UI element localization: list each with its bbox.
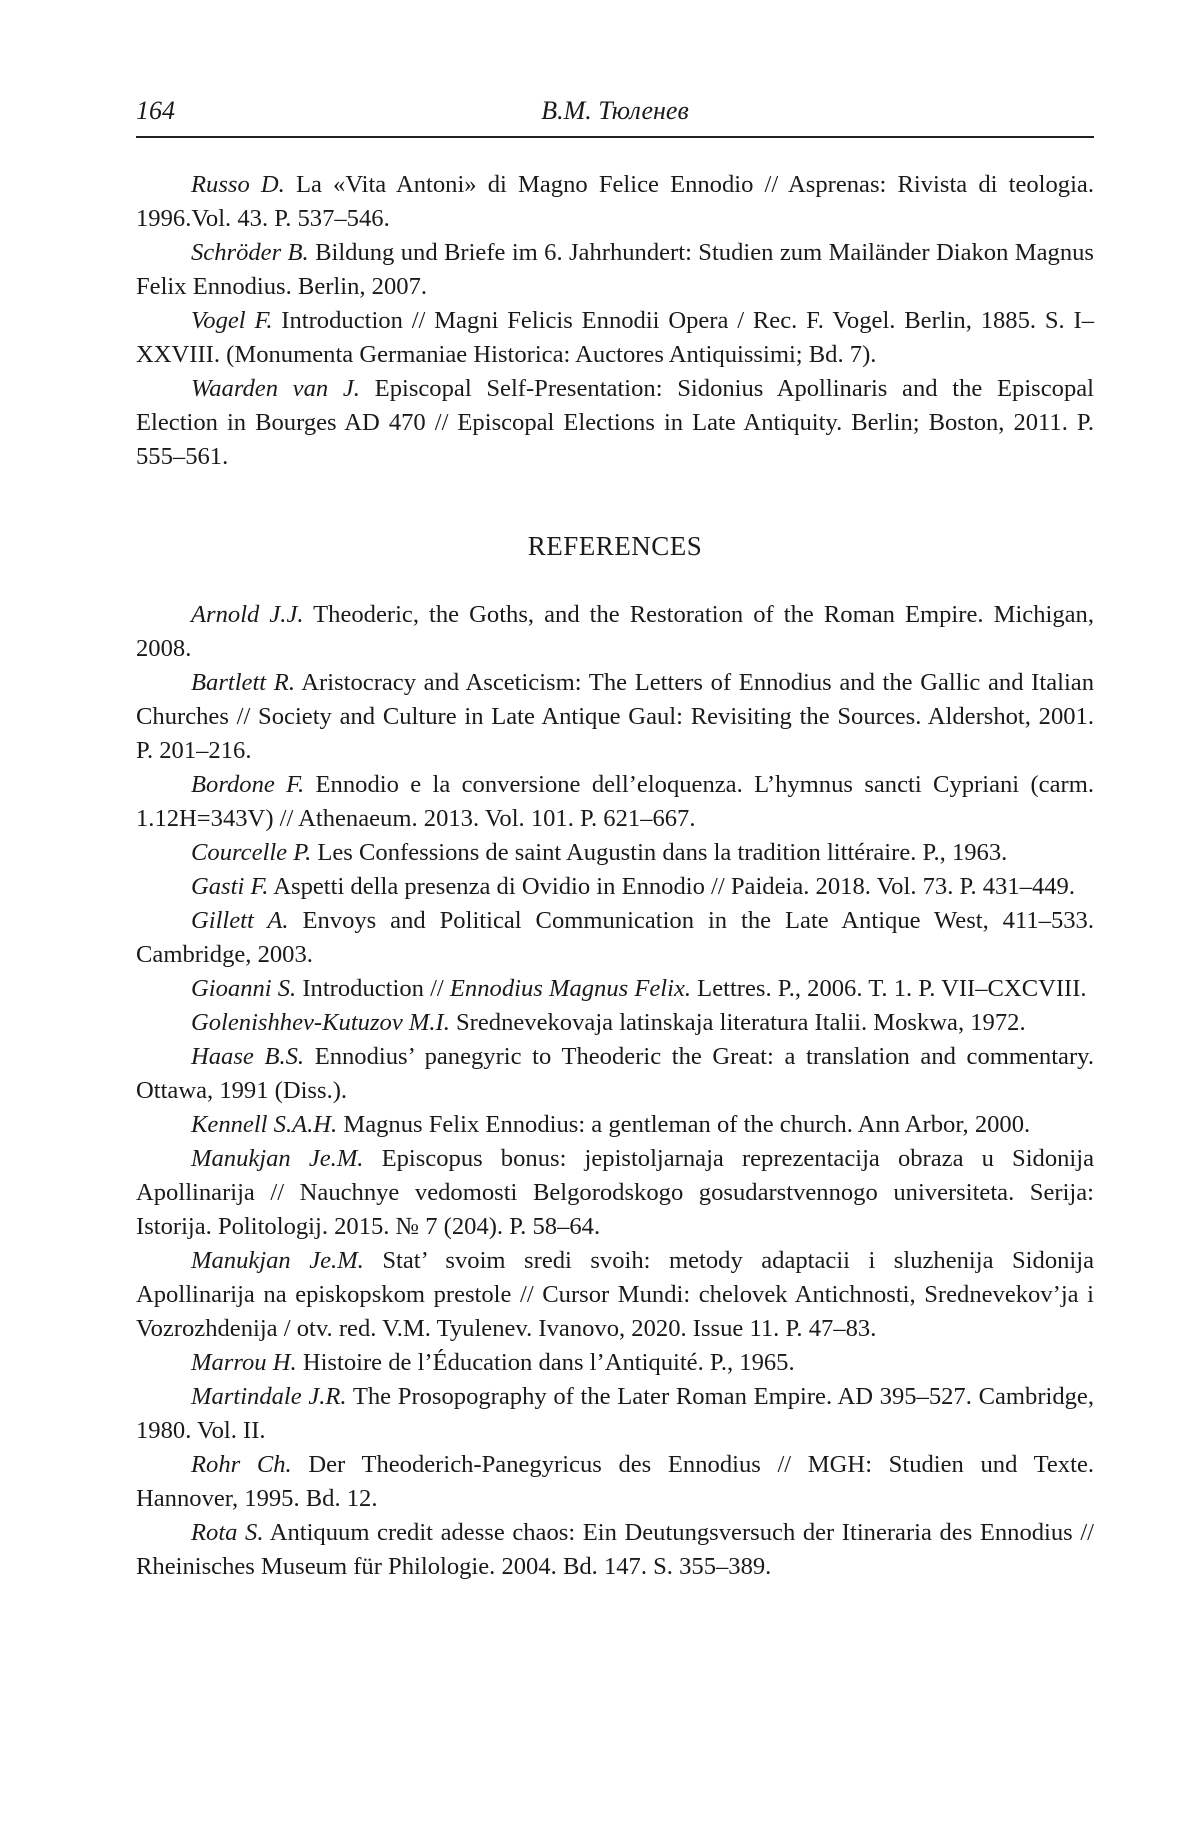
entry-text-after: Lettres. P., 2006. T. 1. P. VII–CXCVIII. (691, 975, 1087, 1002)
reference-entry (136, 1108, 1094, 1142)
entry-text: Bildung und Briefe im 6. Jahrhundert: Studien zum Mailänder Diakon Magnus Felix Ennodius. Berlin, 2007. (136, 239, 1094, 300)
entry-text: Episcopus bonus: jepistoljarnaja reprezentacija obraza u Sidonija Apollinarija // Nauchnye vedomosti Belgorodskogo gosudarstvennogo universiteta. Serija: Istorija. Politologij. 2015. № 7 (204). P. 58–64. (136, 1145, 1094, 1240)
entry-italic-title: Ennodius Magnus Felix. (450, 975, 691, 1002)
reference-entry (136, 598, 1094, 666)
reference-entry (136, 1346, 1094, 1380)
entry-text: Introduction // (296, 975, 450, 1002)
references-heading: REFERENCES (136, 531, 1094, 562)
entry-author: Marrou H. (191, 1349, 297, 1376)
entry-author: Gillett A. (191, 907, 289, 934)
entry-author: Bordone F. (191, 771, 304, 798)
entry-text: Aspetti della presenza di Ovidio in Ennodio // Paideia. 2018. Vol. 73. P. 431–449. (268, 873, 1075, 900)
entry-author: Haase B.S. (191, 1043, 304, 1070)
entry-author: Martindale J.R. (191, 1383, 347, 1410)
entry-author: Arnold J.J. (191, 601, 304, 628)
entry-author: Manukjan Je.M. (191, 1247, 364, 1274)
entry-text: Theoderic, the Goths, and the Restoration of the Roman Empire. Michigan, 2008. (136, 601, 1094, 662)
entry-author: Waarden van J. (191, 375, 360, 402)
entry-author: Gioanni S. (191, 975, 296, 1002)
bibliography-entry (136, 236, 1094, 304)
reference-entry (136, 1006, 1094, 1040)
entry-author: Rota S. (191, 1519, 263, 1546)
entry-text: Introduction // Magni Felicis Ennodii Opera / Rec. F. Vogel. Berlin, 1885. S. I–XXVIII. (Monumenta Germaniae Historica: Auctores Antiquissimi; Bd. 7). (136, 307, 1094, 368)
entry-author: Russo D. (191, 171, 285, 198)
reference-entry (136, 1448, 1094, 1516)
reference-entry (136, 1040, 1094, 1108)
running-title: В.М. Тюленев (136, 96, 1094, 126)
bibliography-entry (136, 304, 1094, 372)
bibliography-list (136, 168, 1094, 474)
entry-author: Manukjan Je.M. (191, 1145, 363, 1172)
entry-author: Schröder B. (191, 239, 309, 266)
entry-text: The Prosopography of the Later Roman Empire. AD 395–527. Cambridge, 1980. Vol. II. (136, 1383, 1094, 1444)
references-list (136, 598, 1094, 1584)
reference-entry (136, 904, 1094, 972)
entry-text: Ennodio e la conversione dell’eloquenza. L’hymnus sancti Cypriani (carm. 1.12H=343V) // Athenaeum. 2013. Vol. 101. P. 621–667. (136, 771, 1094, 832)
entry-text: Aristocracy and Asceticism: The Letters of Ennodius and the Gallic and Italian Churches // Society and Culture in Late Antique Gaul: Revisiting the Sources. Aldershot, 2001. P. 201–216. (136, 669, 1094, 764)
reference-entry (136, 836, 1094, 870)
bibliography-entry (136, 372, 1094, 474)
entry-text: Stat’ svoim sredi svoih: metody adaptacii i sluzhenija Sidonija Apollinarija na episkopskom prestole // Cursor Mundi: chelovek Antichnosti, Srednevekov’ja i Vozrozhdenija / otv. red. V.M. Tyulenev. Ivanovo, 2020. Issue 11. P. 47–83. (136, 1247, 1094, 1342)
entry-text: Episcopal Self-Presentation: Sidonius Apollinaris and the Episcopal Election in Bourges AD 470 // Episcopal Elections in Late Antiquity. Berlin; Boston, 2011. P. 555–561. (136, 375, 1094, 470)
entry-text: Les Confessions de saint Augustin dans la tradition littéraire. P., 1963. (311, 839, 1007, 866)
reference-entry (136, 666, 1094, 768)
reference-entry (136, 768, 1094, 836)
entry-text: Histoire de l’Éducation dans l’Antiquité. P., 1965. (297, 1349, 795, 1376)
page-header (136, 96, 1094, 138)
bibliography-entry (136, 168, 1094, 236)
entry-text: Magnus Felix Ennodius: a gentleman of the church. Ann Arbor, 2000. (337, 1111, 1030, 1138)
page-number: 164 (136, 96, 175, 126)
reference-entry (136, 1142, 1094, 1244)
entry-text: La «Vita Antoni» di Magno Felice Ennodio // Asprenas: Rivista di teologia. 1996.Vol. 43. P. 537–546. (136, 171, 1094, 232)
reference-entry (136, 870, 1094, 904)
entry-author: Vogel F. (191, 307, 272, 334)
entry-author: Golenishhev-Kutuzov M.I. (191, 1009, 450, 1036)
entry-text: Antiquum credit adesse chaos: Ein Deutungsversuch der Itineraria des Ennodius // Rheinisches Museum für Philologie. 2004. Bd. 147. S. 355–389. (136, 1519, 1094, 1580)
entry-author: Courcelle P. (191, 839, 311, 866)
reference-entry (136, 1244, 1094, 1346)
entry-author: Rohr Ch. (191, 1451, 292, 1478)
entry-author: Gasti F. (191, 873, 268, 900)
entry-text: Der Theoderich-Panegyricus des Ennodius // MGH: Studien und Texte. Hannover, 1995. Bd. 12. (136, 1451, 1094, 1512)
entry-author: Bartlett R. (191, 669, 295, 696)
entry-text: Envoys and Political Communication in the Late Antique West, 411–533. Cambridge, 2003. (136, 907, 1094, 968)
entry-text: Ennodius’ panegyric to Theoderic the Great: a translation and commentary. Ottawa, 1991 (Diss.). (136, 1043, 1094, 1104)
reference-entry (136, 972, 1094, 1006)
reference-entry (136, 1516, 1094, 1584)
entry-author: Kennell S.A.H. (191, 1111, 337, 1138)
reference-entry (136, 1380, 1094, 1448)
entry-text: Srednevekovaja latinskaja literatura Italii. Moskwa, 1972. (450, 1009, 1026, 1036)
